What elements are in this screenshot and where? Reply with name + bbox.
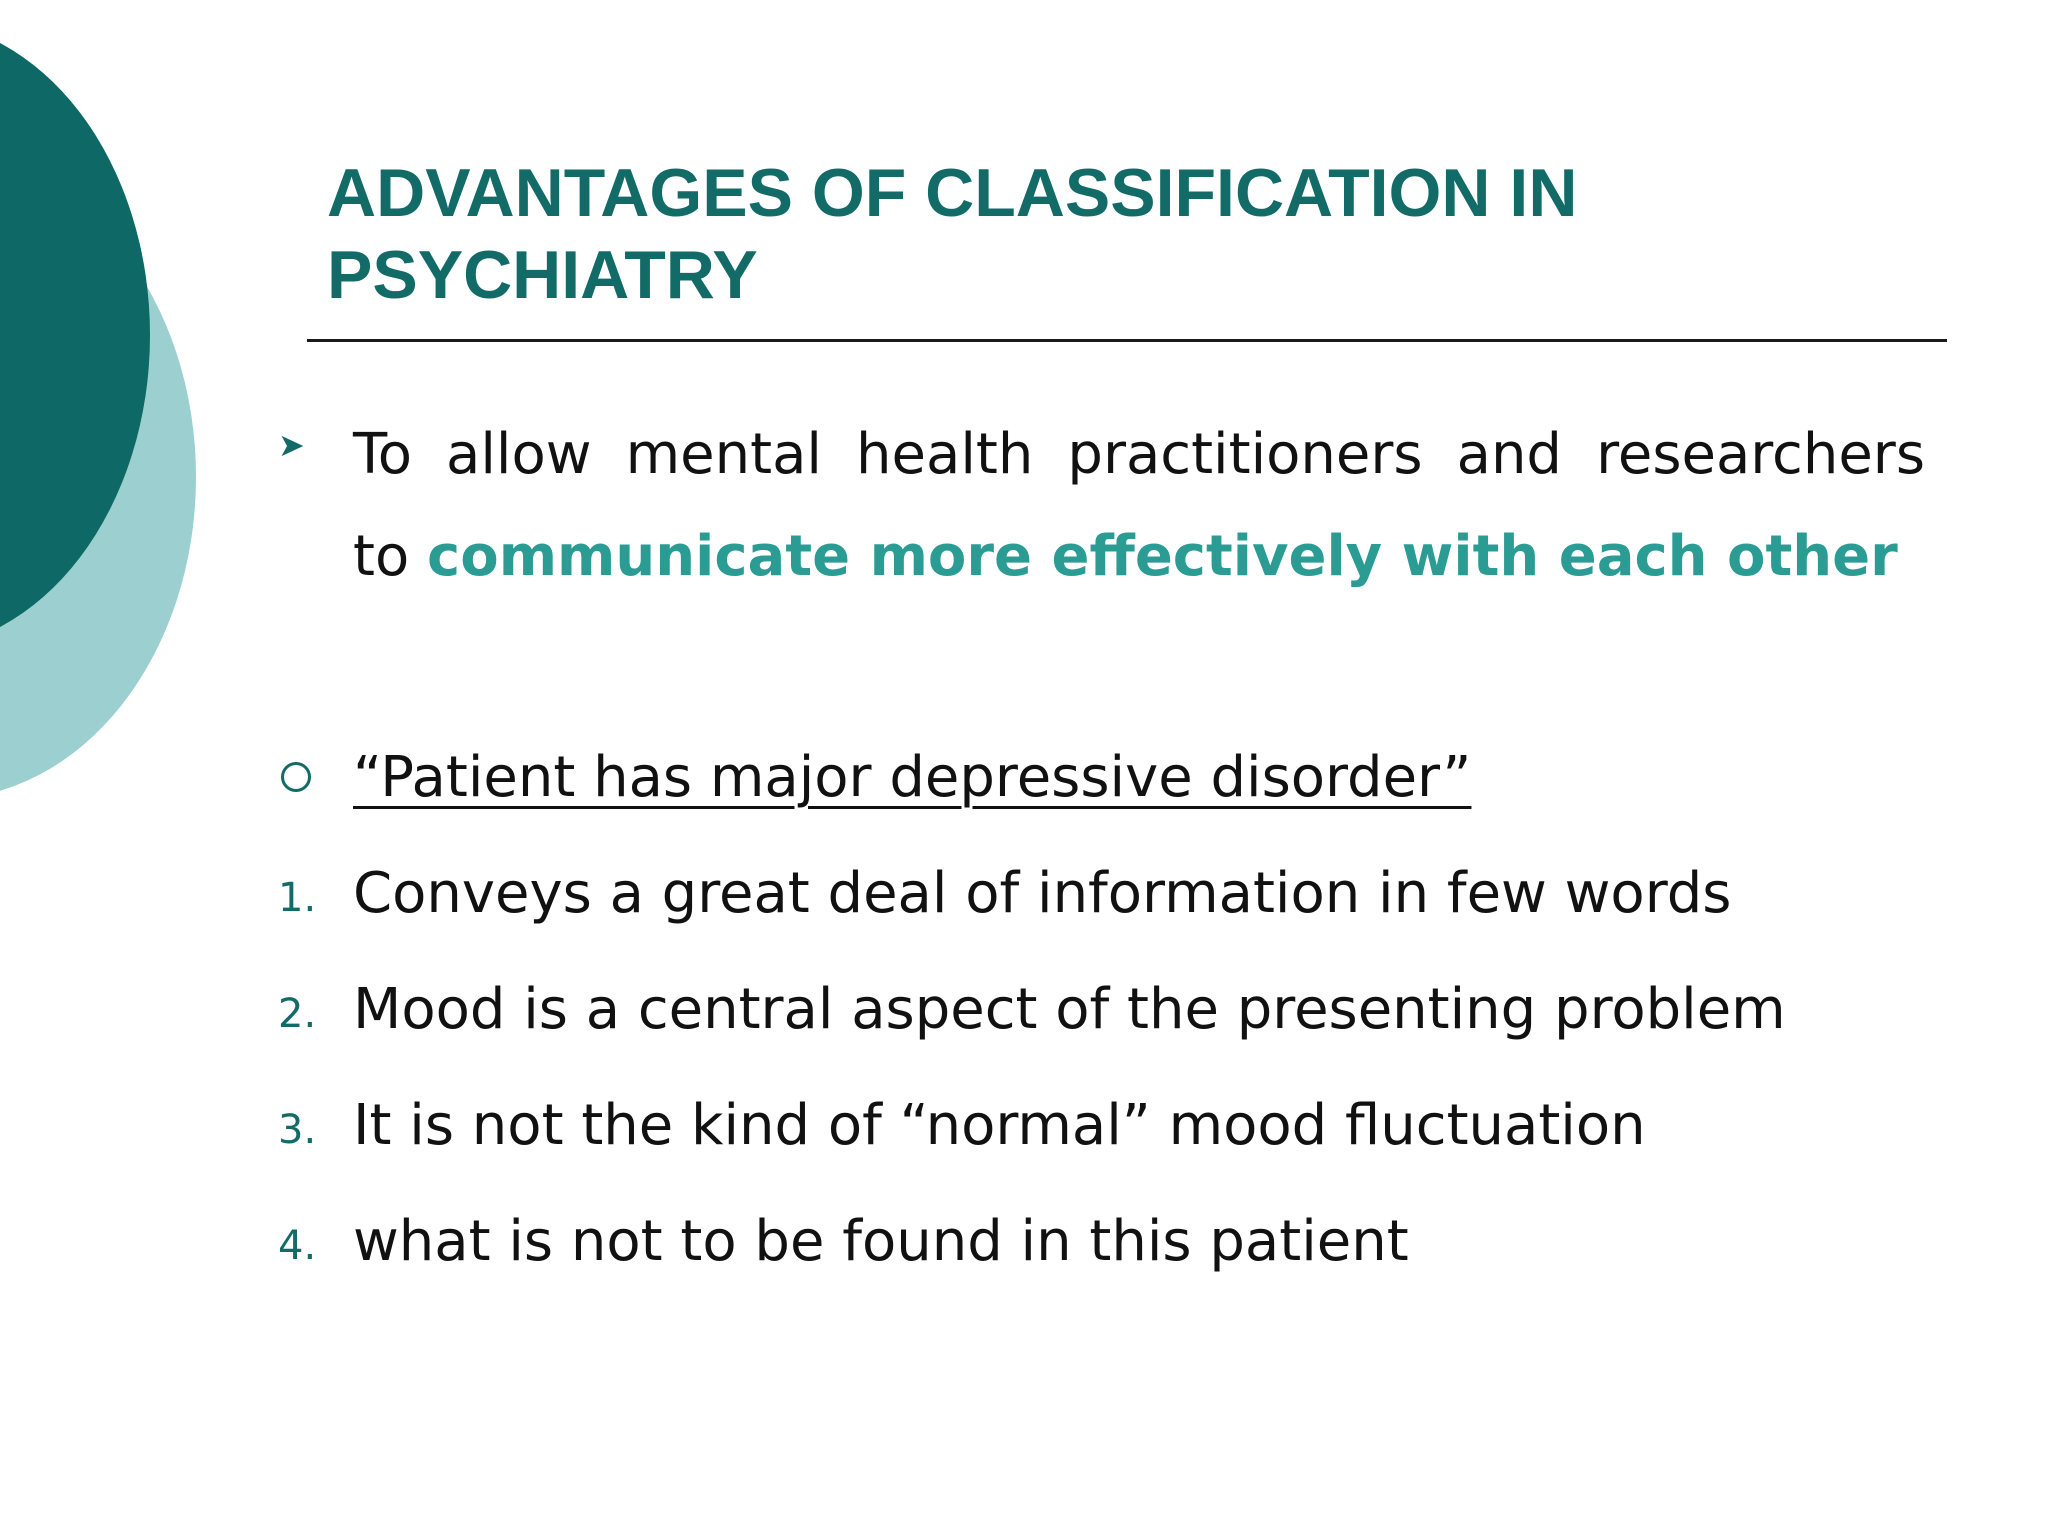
list-number: 4. bbox=[278, 1223, 317, 1269]
title-divider bbox=[307, 339, 1947, 342]
list-item-text: what is not to be found in this patient bbox=[353, 1209, 1409, 1274]
list-number: 1. bbox=[278, 875, 317, 921]
bullet-1-line-2 bbox=[353, 506, 1898, 608]
bullet-1-prefix: to bbox=[353, 524, 410, 589]
slide-title: ADVANTAGES OF CLASSIFICATION IN PSYCHIATRY bbox=[327, 155, 1578, 313]
list-number: 2. bbox=[278, 991, 317, 1037]
bullet-1-line-1: To allow mental health practitioners and researchers bbox=[353, 422, 1925, 487]
list-number: 3. bbox=[278, 1107, 317, 1153]
list-item-text: Mood is a central aspect of the presenting problem bbox=[353, 977, 1786, 1042]
bullet-1-emphasis: communicate more effectively with each other bbox=[427, 524, 1898, 589]
quote-text: “Patient has major depressive disorder” bbox=[353, 745, 1472, 810]
arrow-bullet-icon: ➤ bbox=[278, 426, 305, 464]
list-item-text: It is not the kind of “normal” mood fluctuation bbox=[353, 1093, 1646, 1158]
circle-bullet-icon bbox=[281, 762, 311, 792]
list-item-text: Conveys a great deal of information in few words bbox=[353, 861, 1732, 926]
